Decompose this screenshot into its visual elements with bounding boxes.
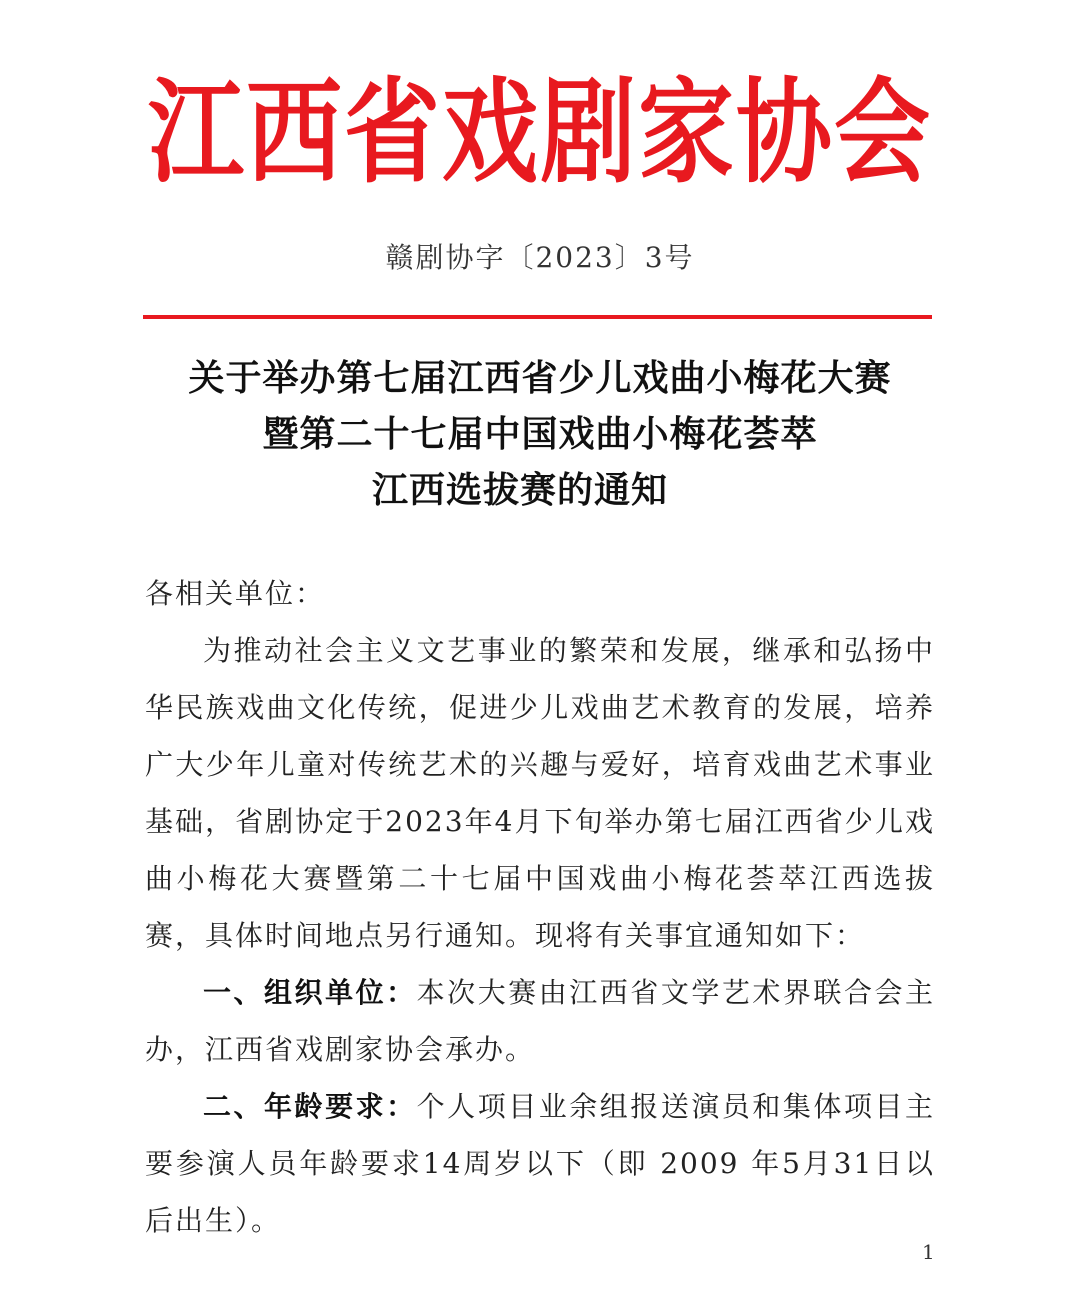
notice-body	[145, 565, 935, 1249]
section-organizers	[145, 964, 935, 1078]
section-age-requirement	[145, 1078, 935, 1249]
section-heading-organizers: 一、组织单位：	[203, 976, 417, 1009]
organization-header: 江西省戏剧家协会	[148, 66, 932, 199]
document-number: 赣剧协字〔2023〕3号	[385, 241, 695, 274]
section-text-age: 个人项目业余组报送演员和集体项目主要参演人员年龄要求14周岁以下（即 2009 年5月31日以后出生）。	[145, 1090, 935, 1237]
title-line-2: 暨第二十七届中国戏曲小梅花荟萃	[262, 413, 818, 455]
red-divider-line	[143, 315, 932, 319]
section-text-organizers: 本次大赛由江西省文学艺术界联合会主办，江西省戏剧家协会承办。	[145, 976, 935, 1066]
section-heading-age: 二、年龄要求：	[203, 1090, 417, 1123]
page-number: 1	[922, 1240, 935, 1264]
notice-title	[0, 350, 1080, 518]
intro-paragraph: 为推动社会主义文艺事业的繁荣和发展，继承和弘扬中华民族戏曲文化传统，促进少儿戏曲艺术教育的发展，培养广大少年儿童对传统艺术的兴趣与爱好，培育戏曲艺术事业基础，省剧协定于2023年4月下旬举办第七届江西省少儿戏曲小梅花大赛暨第二十七届中国戏曲小梅花荟萃江西选拔赛，具体时间地点另行通知。现将有关事宜通知如下：	[145, 634, 935, 952]
title-line-1: 关于举办第七届江西省少儿戏曲小梅花大赛	[188, 357, 892, 399]
salutation: 各相关单位：	[145, 577, 326, 610]
title-line-3: 江西选拔赛的通知	[371, 469, 668, 511]
